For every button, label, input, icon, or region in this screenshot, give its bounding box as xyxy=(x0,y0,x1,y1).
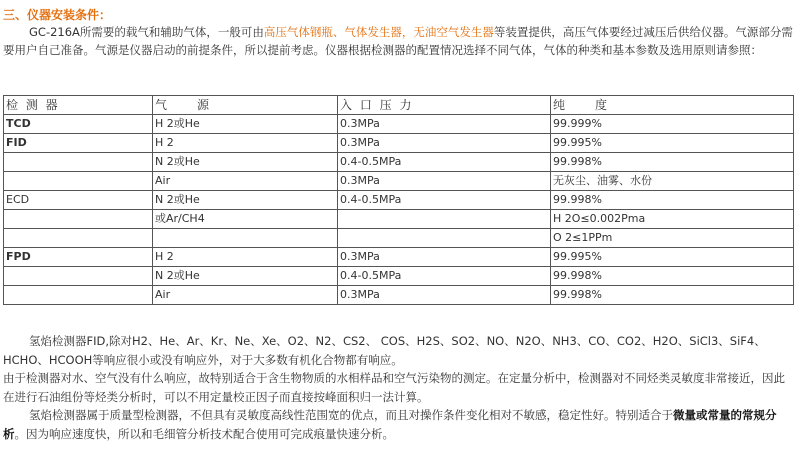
cell-pressure xyxy=(338,210,551,229)
cell-gas: N 2或He xyxy=(153,191,338,210)
cell-pressure xyxy=(338,229,551,248)
table-row xyxy=(4,267,794,286)
cell-pressure: 0.4-0.5MPa xyxy=(338,191,551,210)
cell-purity: H 2O≤0.002Pma xyxy=(551,210,794,229)
cell-pressure: 0.3MPa xyxy=(338,248,551,267)
table-row xyxy=(4,191,794,210)
cell-gas: H 2或He xyxy=(153,115,338,134)
note-water-air: 由于检测器对水、空气没有什么响应，故特别适合于含生物物质的水相样品和空气污染物的测定。在定量分析中，检测器对不同烃类灵敏度非常接近，因此在进行石油组份等烃类分析时，可以不用定量校正因子而直接按峰面积归一法计算。 xyxy=(3,371,785,404)
table-row xyxy=(4,286,794,305)
cell-purity: O 2≤1PPm xyxy=(551,229,794,248)
note-fid-response: 氢焰检测器FID,除对H2、He、Ar、Kr、Ne、Xe、O2、N2、CS2、 COS、H2S、SO2、NO、N2O、NH3、CO、CO2、H2O、SiCl3、SiF4、HCHO、HCOOH等响应很小或没有响应外，对于大多数有机化合物都有响应。 xyxy=(3,334,766,367)
cell-purity: 99.995% xyxy=(551,134,794,153)
notes-section xyxy=(3,332,793,443)
table-row xyxy=(4,134,794,153)
cell-detector xyxy=(4,172,153,191)
cell-gas: Air xyxy=(153,286,338,305)
intro-text-1: GC-216A所需要的载气和辅助气体，一般可由 xyxy=(29,25,264,39)
header-detector: 检 测 器 xyxy=(4,96,153,115)
header-purity: 纯 度 xyxy=(551,96,794,115)
cell-purity: 99.998% xyxy=(551,286,794,305)
cell-detector xyxy=(4,153,153,172)
cell-pressure: 0.3MPa xyxy=(338,134,551,153)
cell-pressure: 0.4-0.5MPa xyxy=(338,267,551,286)
cell-gas xyxy=(153,229,338,248)
cell-gas: H 2 xyxy=(153,248,338,267)
table-row xyxy=(4,172,794,191)
cell-gas: 或Ar/CH4 xyxy=(153,210,338,229)
table-row xyxy=(4,248,794,267)
cell-purity: 无灰尘、油雾、水份 xyxy=(551,172,794,191)
cell-detector xyxy=(4,267,153,286)
cell-pressure: 0.4-0.5MPa xyxy=(338,153,551,172)
cell-purity: 99.998% xyxy=(551,153,794,172)
table-row xyxy=(4,210,794,229)
cell-purity: 99.999% xyxy=(551,115,794,134)
table-row xyxy=(4,115,794,134)
intro-highlight: 高压气体钢瓶、气体发生器，无油空气发生器 xyxy=(263,25,494,39)
note-mass-detector xyxy=(3,406,793,443)
cell-gas: N 2或He xyxy=(153,267,338,286)
note-text-2: 。因为响应速度快，所以和毛细管分析技术配合使用可完成痕量快速分析。 xyxy=(14,426,394,441)
cell-purity: 99.998% xyxy=(551,191,794,210)
note-text-1: 氢焰检测器属于质量型检测器，不但具有灵敏度高线性范围宽的优点，而且对操作条件变化相对不敏感，稳定性好。特别适合于 xyxy=(29,408,673,422)
note-bold-text: 微量或常量的常规分析 xyxy=(3,408,777,441)
table-row xyxy=(4,229,794,248)
cell-detector: FID xyxy=(4,134,153,153)
section-heading: 三、仪器安装条件： xyxy=(3,8,112,22)
gas-spec-table xyxy=(3,95,794,305)
cell-detector: FPD xyxy=(4,248,153,267)
cell-detector xyxy=(4,210,153,229)
cell-pressure: 0.3MPa xyxy=(338,286,551,305)
header-gas-source: 气 源 xyxy=(153,96,338,115)
table-header-row xyxy=(4,96,794,115)
table-row xyxy=(4,153,794,172)
cell-purity: 99.995% xyxy=(551,248,794,267)
cell-detector xyxy=(4,229,153,248)
cell-detector: ECD xyxy=(4,191,153,210)
intro-text-2: 等装置提供，高压气体要经过减压后供给仪器。气源部分需要用户自己准备。气源是仪器启动的前提条件，所以提前考虑。仪器根据检测器的配置情况选择不同气体，气体的种类和基本参数及选用原则请参照： xyxy=(3,25,793,57)
cell-purity: 99.998% xyxy=(551,267,794,286)
cell-gas: Air xyxy=(153,172,338,191)
cell-gas: H 2 xyxy=(153,134,338,153)
intro-paragraph xyxy=(3,24,793,59)
cell-gas: N 2或He xyxy=(153,153,338,172)
header-inlet-pressure: 入 口 压 力 xyxy=(338,96,551,115)
cell-detector xyxy=(4,286,153,305)
cell-pressure: 0.3MPa xyxy=(338,115,551,134)
cell-pressure: 0.3MPa xyxy=(338,172,551,191)
cell-detector: TCD xyxy=(4,115,153,134)
